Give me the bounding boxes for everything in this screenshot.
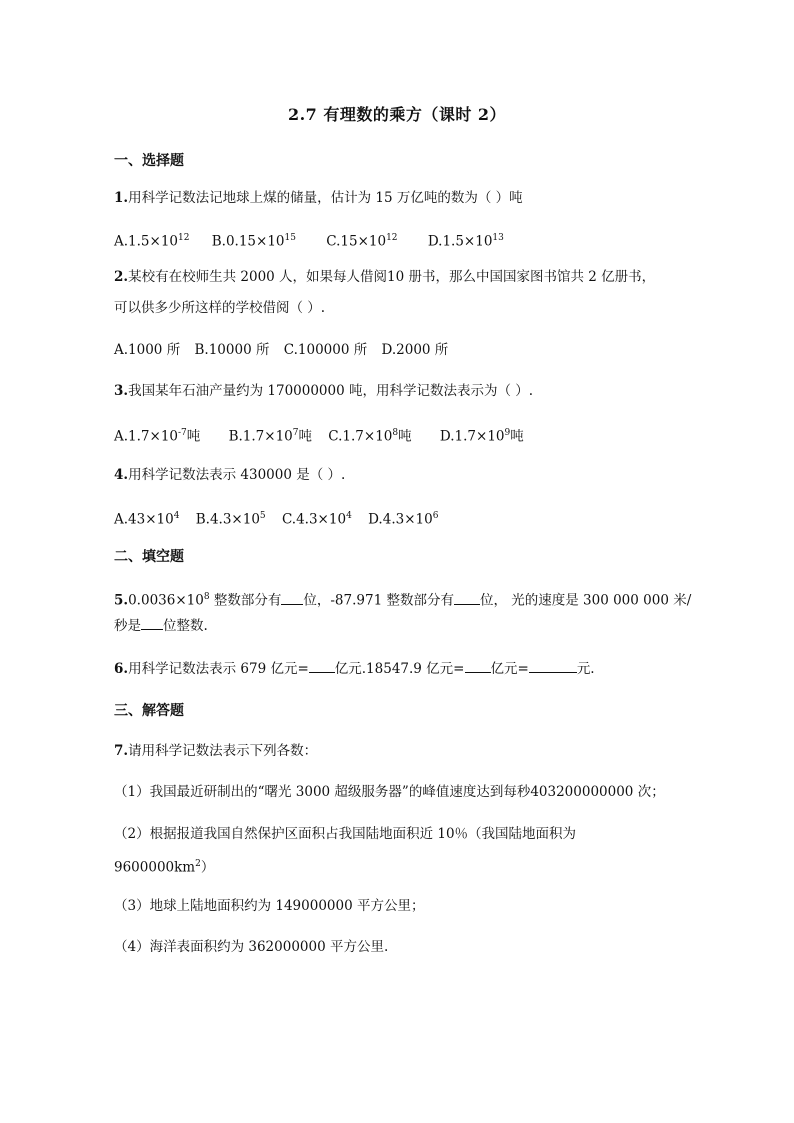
question-3-options bbox=[114, 423, 704, 447]
question-7-item-2-line-1: （2）根据报道我国自然保护区面积占我国陆地面积近 10％（我国陆地面积为 bbox=[114, 826, 577, 842]
option-b: $B.4.3\times 10^5$ bbox=[195, 511, 266, 528]
question-1 bbox=[114, 188, 704, 208]
question-7 bbox=[114, 741, 704, 761]
option-a: $A.1.7\times 10^{-7}$吨 bbox=[114, 428, 201, 445]
section-heading-fill: 二、填空题 bbox=[114, 549, 184, 565]
question-number: 6. bbox=[114, 661, 129, 677]
question-number: 4. bbox=[114, 467, 129, 483]
question-7-item-3: （3）地球上陆地面积约为 149000000 平方公里； bbox=[114, 898, 425, 914]
answer-blank[interactable] bbox=[529, 658, 577, 673]
question-number: 2. bbox=[114, 269, 129, 285]
question-text: 我国某年石油产量约为 170000000 吨，用科学记数法表示为（ ）. bbox=[128, 383, 534, 399]
option-b: B.10000 所 bbox=[194, 342, 270, 358]
answer-blank[interactable] bbox=[141, 615, 163, 630]
option-b: $B.0.15\times 10^{15}$ bbox=[211, 233, 296, 250]
question-4-options bbox=[114, 506, 704, 530]
option-a: $A.43\times 10^4$ bbox=[114, 511, 180, 528]
question-2-line-1 bbox=[114, 267, 704, 287]
question-5-line-1: $5.0.0036\times 10^8$ 整数部分有 位，-87.971 整数部分有 位， 光的速度是 300 000 000 米/ bbox=[114, 587, 704, 611]
option-d: $D.1.7\times 10^9$吨 bbox=[439, 428, 524, 445]
question-text: 请用科学记数法表示下列各数： bbox=[128, 743, 318, 759]
question-text: 用科学记数法表示 430000 是（ ）. bbox=[128, 467, 346, 483]
section-heading-choice: 一、选择题 bbox=[114, 153, 184, 169]
option-a: A.1000 所 bbox=[114, 342, 181, 358]
option-a: $A.1.5\times 10^{12}$ bbox=[114, 233, 190, 250]
question-7-item-4: （4）海洋表面积约为 362000000 平方公里. bbox=[114, 939, 389, 955]
question-2-line-2: 可以供多少所这样的学校借阅（ ）. bbox=[114, 300, 326, 316]
question-7-item-1: （1）我国最近研制出的“曙光 3000 超级服务器”的峰值速度达到每秒403200000000 次； bbox=[114, 784, 665, 800]
question-text: 某校有在校师生共 2000 人，如果每人借阅10 册书，那么中国国家图书馆共 2 亿册书， bbox=[128, 269, 656, 285]
page-title: 2.7 有理数的乘方（课时 2） bbox=[287, 105, 507, 124]
option-d: $D.1.5\times 10^{13}$ bbox=[427, 233, 504, 250]
question-3 bbox=[114, 381, 704, 401]
option-d: $D.4.3\times 10^6$ bbox=[368, 511, 439, 528]
option-c: C.100000 所 bbox=[283, 342, 368, 358]
option-c: $C.4.3\times 10^4$ bbox=[281, 511, 352, 528]
option-b: $B.1.7\times 10^7$吨 bbox=[228, 428, 312, 445]
answer-blank[interactable] bbox=[465, 658, 491, 673]
question-number: 3. bbox=[114, 383, 129, 399]
option-d: D.2000 所 bbox=[381, 342, 449, 358]
question-2-options bbox=[114, 340, 704, 360]
option-c: $C.1.7\times 10^8$吨 bbox=[328, 428, 412, 445]
question-4 bbox=[114, 465, 704, 485]
question-text: 用科学记数法记地球上煤的储量，估计为 15 万亿吨的数为（ ）吨 bbox=[128, 190, 523, 206]
section-heading-solve: 三、解答题 bbox=[114, 703, 184, 719]
answer-blank[interactable] bbox=[309, 658, 335, 673]
question-1-options bbox=[114, 228, 704, 252]
question-5-line-2: 秒是 位整数. bbox=[114, 615, 704, 636]
question-number: 7. bbox=[114, 743, 129, 759]
option-c: $C.15\times 10^{12}$ bbox=[326, 233, 398, 250]
question-number: 5. bbox=[114, 592, 129, 609]
question-6: 6.用科学记数法表示 679 亿元= 亿元.18547.9 亿元= 亿元= 元. bbox=[114, 658, 704, 679]
answer-blank[interactable] bbox=[454, 590, 480, 605]
question-7-item-2-line-2: $9600000km^2$） bbox=[114, 859, 215, 876]
answer-blank[interactable] bbox=[281, 590, 303, 605]
question-number: 1. bbox=[114, 190, 129, 206]
